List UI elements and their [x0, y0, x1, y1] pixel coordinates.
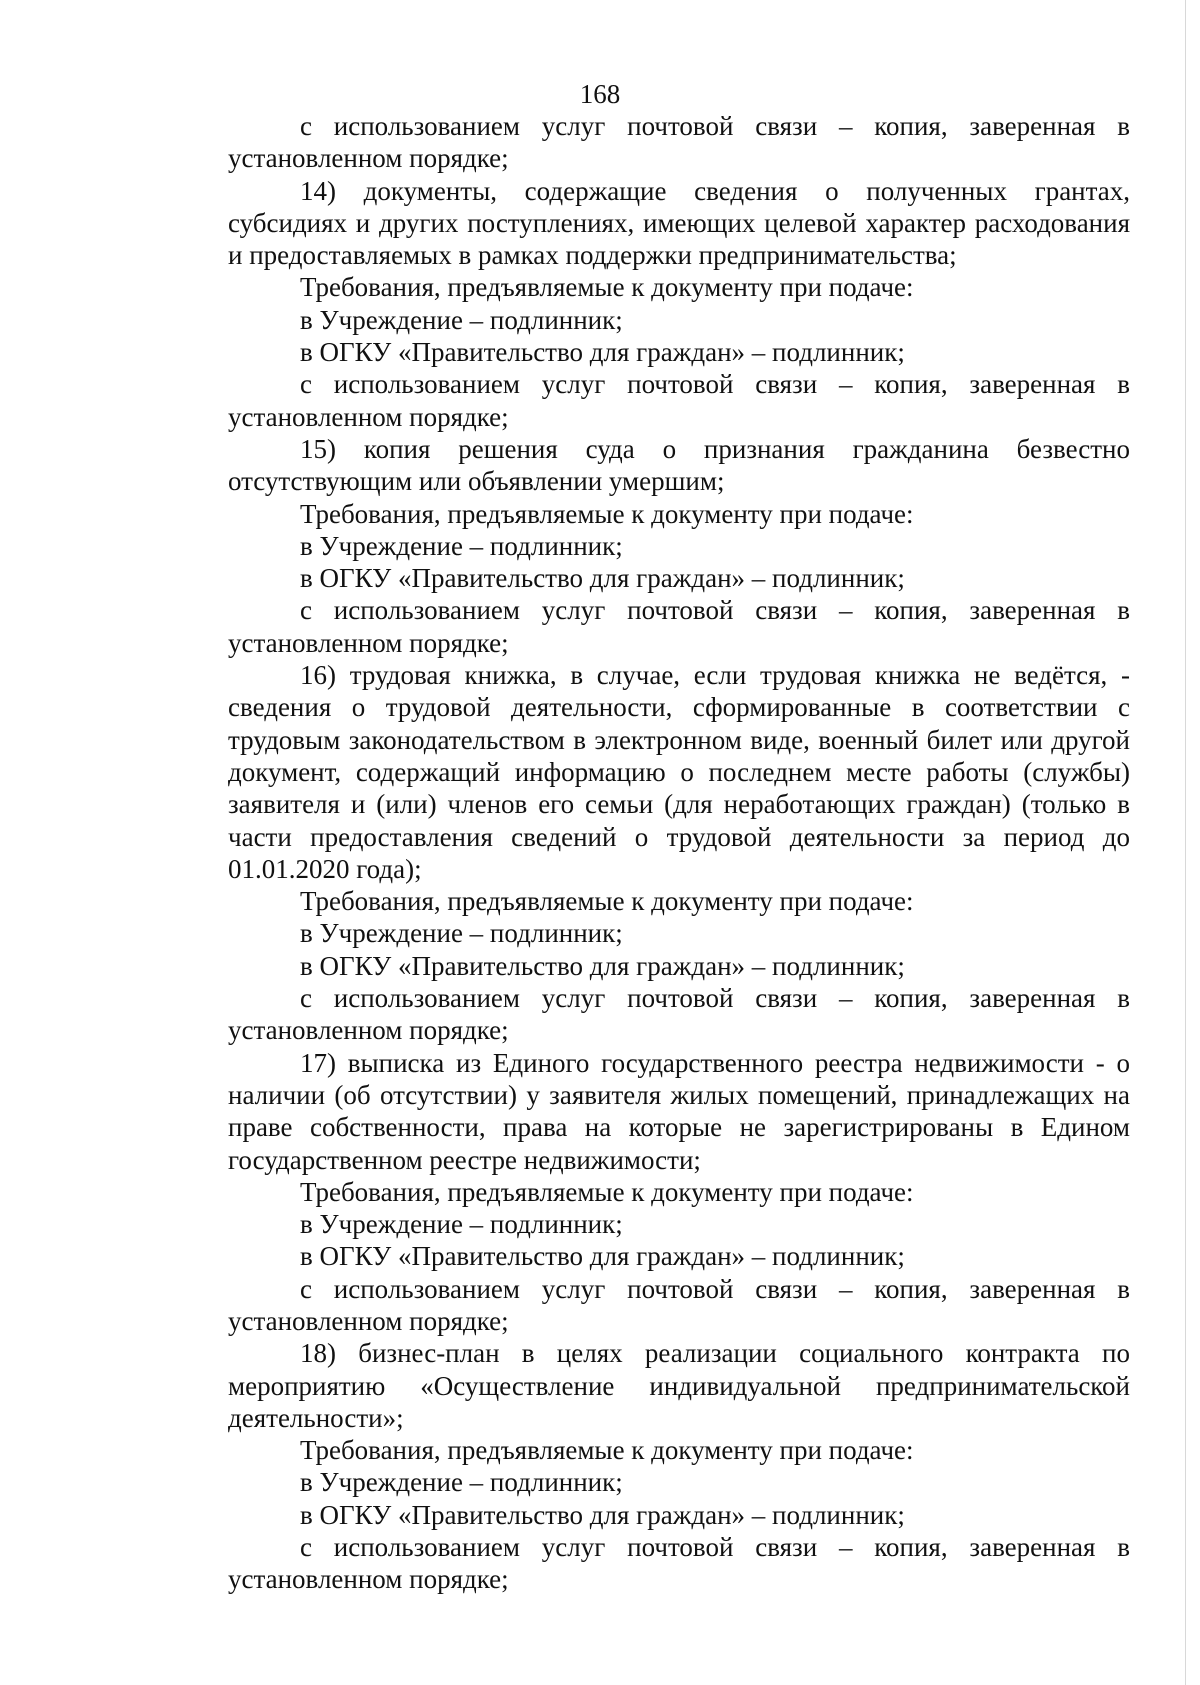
paragraph: с использованием услуг почтовой связи – копия, заверенная в установленном порядке;	[228, 111, 1130, 174]
paragraph: с использованием услуг почтовой связи – копия, заверенная в установленном порядке;	[228, 369, 1130, 432]
page-edge-line	[1185, 0, 1186, 1685]
paragraph: в Учреждение – подлинник;	[300, 530, 623, 561]
paragraph: в Учреждение – подлинник;	[300, 1209, 623, 1240]
paragraph: Требования, предъявляемые к документу при подаче:	[300, 1435, 914, 1466]
paragraph: с использованием услуг почтовой связи – копия, заверенная в установленном порядке;	[228, 1273, 1130, 1336]
paragraph: с использованием услуг почтовой связи – копия, заверенная в установленном порядке;	[228, 1532, 1130, 1595]
paragraph: в ОГКУ «Правительство для граждан» – подлинник;	[300, 563, 905, 594]
paragraph: с использованием услуг почтовой связи – копия, заверенная в установленном порядке;	[228, 983, 1130, 1046]
paragraph: Требования, предъявляемые к документу при подаче:	[300, 498, 914, 529]
paragraph: 15) копия решения суда о признания гражданина безвестно отсутствующим или объявлении умершим;	[228, 433, 1130, 497]
paragraph: в Учреждение – подлинник;	[300, 304, 623, 335]
paragraph: в Учреждение – подлинник;	[300, 1467, 623, 1498]
paragraph: в ОГКУ «Правительство для граждан» – подлинник;	[300, 950, 905, 981]
paragraph: в Учреждение – подлинник;	[300, 918, 623, 949]
paragraph: 18) бизнес-план в целях реализации социального контракта по мероприятию «Осуществление индивидуальной предпринимательской деятельности»;	[228, 1338, 1130, 1433]
paragraph: в ОГКУ «Правительство для граждан» – подлинник;	[300, 1499, 905, 1530]
document-body	[228, 110, 1130, 1596]
paragraph: 14) документы, содержащие сведения о полученных грантах, субсидиях и других поступлениях, имеющих целевой характер расходования и предоставляемых в рамках поддержки предпринимательства;	[228, 175, 1130, 271]
paragraph: Требования, предъявляемые к документу при подаче:	[300, 1176, 914, 1207]
paragraph: 16) трудовая книжка, в случае, если трудовая книжка не ведётся, - сведения о трудовой деятельности, сформированные в соответствии с трудовым законодательством в электронном виде, военный билет или другой документ, содержащий информацию о последнем месте работы (службы) заявителя и (или) членов его семьи (для неработающих граждан) (только в части предоставления сведений о трудовой деятельности за период до 01.01.2020 года);	[228, 660, 1130, 884]
paragraph: в ОГКУ «Правительство для граждан» – подлинник;	[300, 337, 905, 368]
paragraph: Требования, предъявляемые к документу при подаче:	[300, 272, 914, 303]
paragraph: в ОГКУ «Правительство для граждан» – подлинник;	[300, 1241, 905, 1272]
paragraph: Требования, предъявляемые к документу при подаче:	[300, 886, 914, 917]
paragraph: с использованием услуг почтовой связи – копия, заверенная в установленном порядке;	[228, 595, 1130, 658]
paragraph: 17) выписка из Единого государственного реестра недвижимости - о наличии (об отсутствии) у заявителя жилых помещений, принадлежащих на праве собственности, права на которые не зарегистрированы в Едином государственном реестре недвижимости;	[228, 1047, 1130, 1175]
page-number: 168	[579, 79, 621, 109]
